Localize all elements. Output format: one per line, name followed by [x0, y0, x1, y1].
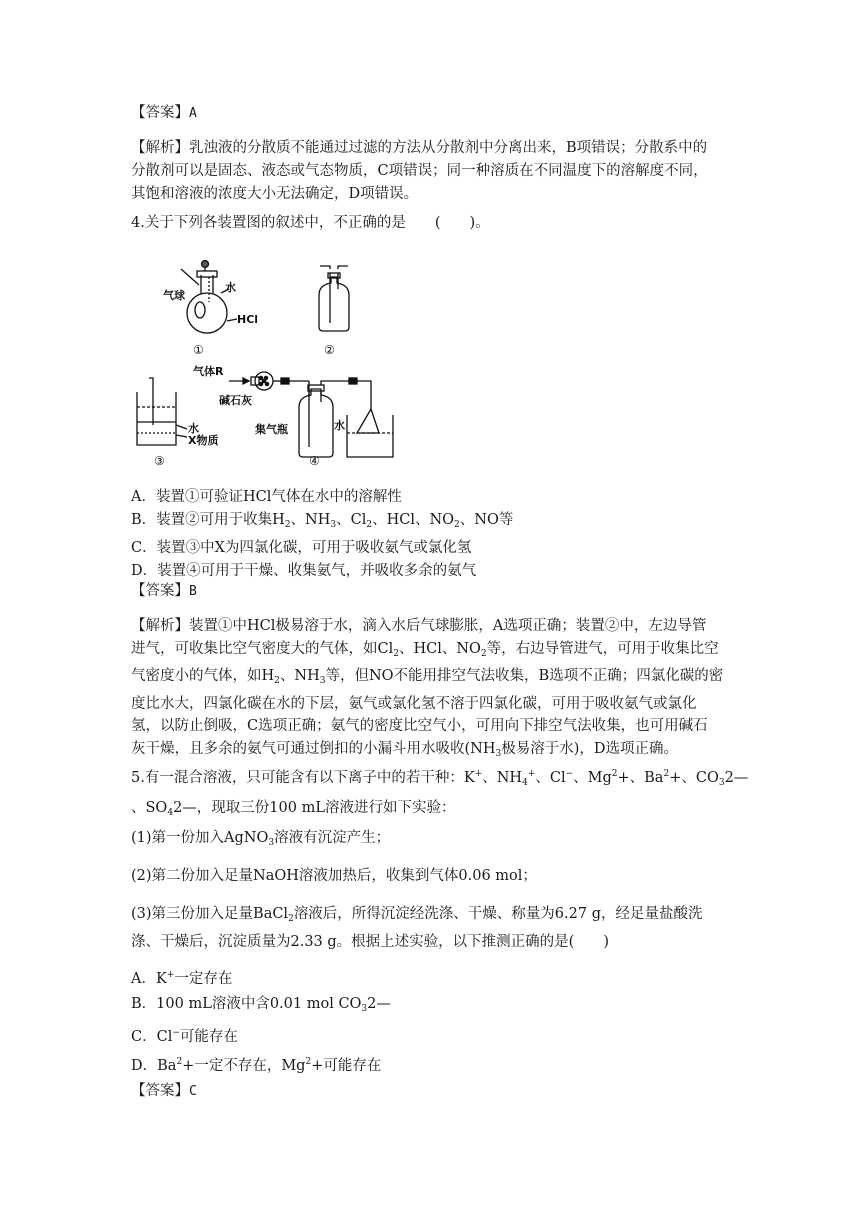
q5-experiment-3: (3)第三份加入足量BaCl$_2$溶液后，所得沉淀经洗涤、干燥、称量为6.27 g，经足量盐酸洗 涤、干燥后，沉淀质量为2.33 g。根据上述实验，以下推测正确的是( ) — [131, 906, 703, 950]
apparatus-3-beaker — [137, 378, 187, 445]
analysis-line: 度比水大，四氯化碳在水的下层，氨气或氯化氢不溶于四氯化碳，可用于吸收氨气或氯化 — [131, 695, 697, 712]
option-c: C．Cl−可能存在 — [131, 1028, 238, 1046]
answer-value: A — [189, 106, 197, 121]
apparatus-1-flask — [181, 260, 237, 333]
q4-options — [131, 486, 741, 583]
answer-value: C — [189, 1084, 197, 1099]
analysis-line: 【解析】乳浊液的分散质不能通过过滤的方法从分散剂中分离出来，B项错误；分散系中的 — [131, 140, 708, 156]
caption-2: ② — [324, 343, 335, 357]
label-gas-r: 气体R — [193, 365, 224, 378]
q5-stem — [131, 762, 749, 826]
analysis-label: 【解析】 — [131, 140, 189, 156]
apparatus-figure — [131, 257, 431, 472]
option-a: A．装置①可验证HCl气体在水中的溶解性 — [131, 489, 402, 505]
caption-3: ③ — [154, 454, 165, 468]
label-soda-lime: 碱石灰 — [219, 394, 252, 407]
label-gas-bottle: 集气瓶 — [255, 423, 288, 436]
label-water-3: 水 — [188, 422, 199, 435]
q5-experiment-1: (1)第一份加入AgNO$_3$溶液有沉淀产生； — [131, 830, 391, 848]
q5-options — [131, 963, 741, 1079]
analysis-line: 其饱和溶液的浓度大小无法确定，D项错误。 — [131, 186, 419, 202]
option-c: C．装置③中X为四氯化碳，可用于吸收氨气或氯化氢 — [131, 540, 472, 556]
q4-stem: 4.关于下列各装置图的叙述中，不正确的是 ( )。 — [131, 215, 490, 231]
analysis-line: 分散剂可以是固态、液态或气态物质，C项错误；同一种溶质在不同温度下的溶解度不同， — [131, 163, 708, 179]
q4-answer — [131, 580, 741, 603]
label-water: 水 — [225, 281, 236, 294]
q5-answer — [131, 1080, 741, 1103]
answer-value: B — [189, 584, 197, 599]
q3-analysis — [131, 137, 741, 206]
label-x-substance: X物质 — [188, 434, 219, 447]
q4-analysis — [131, 615, 741, 766]
caption-1: ① — [193, 343, 204, 357]
analysis-line: 氢，以防止倒吸，C选项正确；氨气的密度比空气小，可用向下排空气法收集，也可用碱石 — [131, 718, 708, 735]
option-b: B．装置②可用于收集$H_2$、$NH_3$、$Cl_2$、HCl、$NO_2$、NO等 — [131, 512, 514, 530]
q5-stem-line-1: 5.有一混合溶液，只可能含有以下离子中的若干种：K+、$NH_4^+$、Cl−、$Mg^2+$、$Ba^2+$、$CO_32—$ — [131, 769, 749, 788]
q3-answer — [131, 102, 741, 125]
answer-label: 【答案】 — [131, 583, 189, 599]
answer-label: 【答案】 — [131, 1083, 189, 1099]
label-balloon: 气球 — [163, 289, 185, 302]
q5-experiment-2: (2)第二份加入足量NaOH溶液加热后，收集到气体0.06 mol； — [131, 868, 537, 884]
option-d: D．$Ba^2+$一定不存在，$Mg^2+$可能存在 — [131, 1057, 382, 1075]
option-a: A．K+一定存在 — [131, 970, 233, 987]
label-hcl: HCl — [237, 313, 259, 326]
option-d: D．装置④可用于干燥、收集氨气，并吸收多余的氨气 — [131, 563, 477, 579]
caption-4: ④ — [309, 454, 320, 468]
label-water-4: 水 — [334, 419, 345, 432]
answer-label: 【答案】 — [131, 105, 189, 121]
analysis-line: 【解析】装置①中HCl极易溶于水，滴入水后气球膨胀，A选项正确；装置②中，左边导管 — [131, 618, 707, 634]
apparatus-2-bottle — [319, 266, 349, 331]
analysis-label: 【解析】 — [131, 618, 189, 634]
analysis-line: 灰干燥，且多余的氨气可通过倒扣的小漏斗用水吸收($NH_3$极易溶于水)，D选项正确。 — [131, 740, 679, 759]
analysis-line: 气密度小的气体，如$H_2$、$NH_3$等，但NO不能用排空气法收集，B选项不正确；四氯化碳的密 — [131, 668, 724, 687]
option-b: B．100 mL溶液中含0.01 mol $CO_32—$ — [131, 995, 391, 1014]
q5-stem-line-2: 、$SO_42—$，现取三份100 mL溶液进行如下实验： — [131, 800, 456, 818]
analysis-line: 进气，可收集比空气密度大的气体，如$Cl_2$、HCl、$NO_2$等，右边导管进气，可用于收集比空 — [131, 640, 719, 659]
apparatus-4-train — [229, 372, 393, 457]
